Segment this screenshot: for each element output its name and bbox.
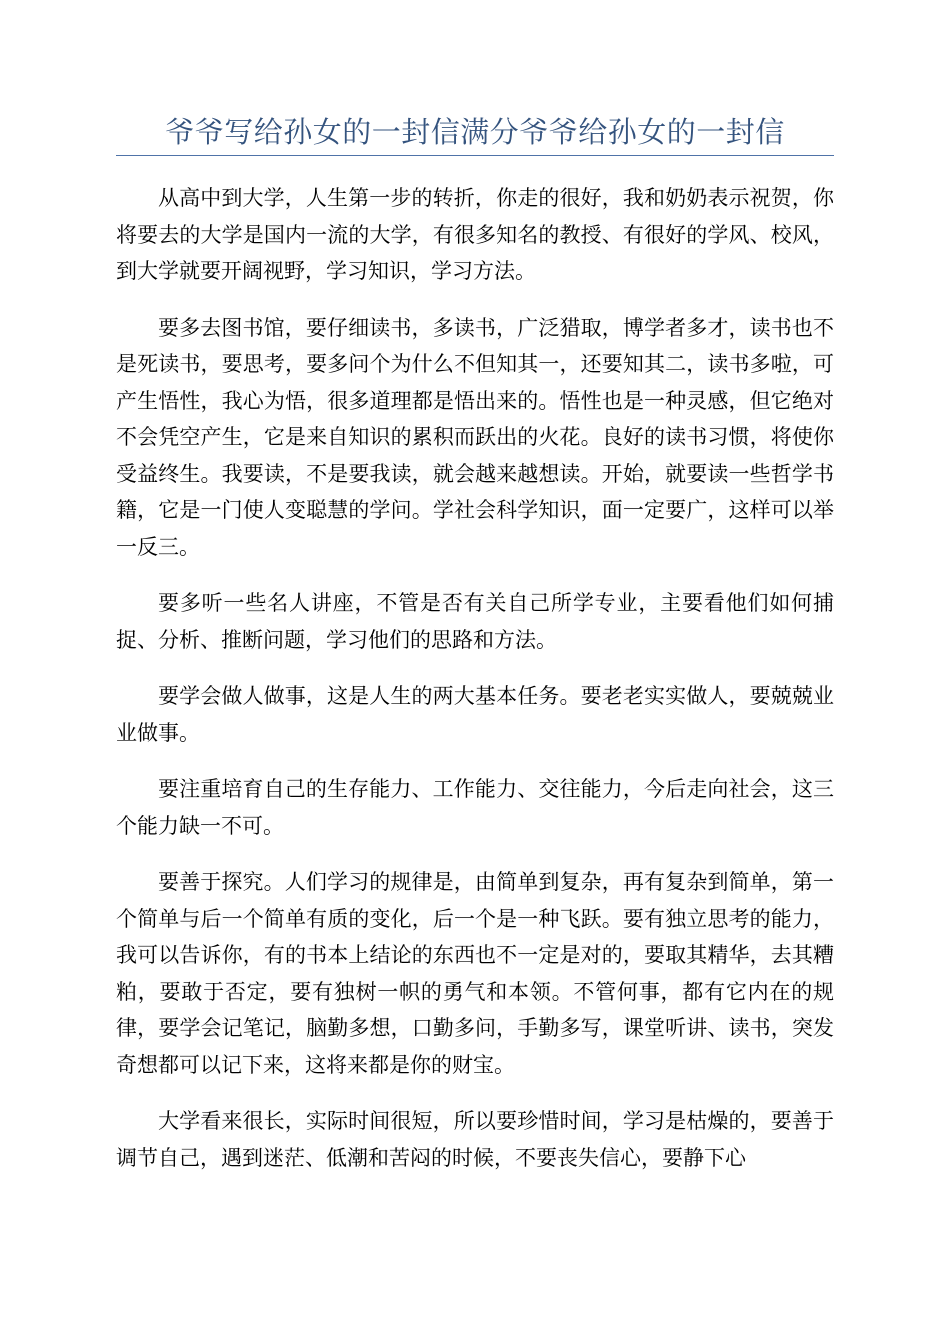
paragraph-3: 要多听一些名人讲座，不管是否有关自己所学专业，主要看他们如何捕捉、分析、推断问题，学习他们的思路和方法。: [116, 591, 834, 652]
title-underline: [116, 155, 834, 156]
paragraph-5: 要注重培育自己的生存能力、工作能力、交往能力，今后走向社会，这三个能力缺一不可。: [116, 777, 834, 838]
document-title: 爷爷写给孙女的一封信满分爷爷给孙女的一封信: [165, 115, 785, 149]
paragraph-2: 要多去图书馆，要仔细读书，多读书，广泛猎取，博学者多才，读书也不是死读书，要思考，要多问个为什么不但知其一，还要知其二，读书多啦，可产生悟性，我心为悟，很多道理都是悟出来的。悟性也是一种灵感，但它绝对不会凭空产生，它是来自知识的累积而跃出的火花。良好的读书习惯，将使你受益终生。我要读，不是要我读，就会越来越想读。开始，就要读一些哲学书籍，它是一门使人变聪慧的学问。学社会科学知识，面一定要广，这样可以举一反三。: [116, 315, 834, 559]
paragraph-7: 大学看来很长，实际时间很短，所以要珍惜时间，学习是枯燥的，要善于调节自己，遇到迷茫、低潮和苦闷的时候，不要丧失信心，要静下心: [116, 1109, 834, 1170]
paragraph-4: 要学会做人做事，这是人生的两大基本任务。要老老实实做人，要兢兢业业做事。: [116, 684, 834, 745]
paragraph-1: 从高中到大学，人生第一步的转折，你走的很好，我和奶奶表示祝贺，你将要去的大学是国内一流的大学，有很多知名的教授、有很好的学风、校风，到大学就要开阔视野，学习知识，学习方法。: [116, 186, 834, 283]
paragraph-6: 要善于探究。人们学习的规律是，由简单到复杂，再有复杂到简单，第一个简单与后一个简单有质的变化，后一个是一种飞跃。要有独立思考的能力，我可以告诉你，有的书本上结论的东西也不一定是对的，要取其精华，去其糟粕，要敢于否定，要有独树一帜的勇气和本领。不管何事，都有它内在的规律，要学会记笔记，脑勤多想，口勤多问，手勤多写，课堂听讲、读书，突发奇想都可以记下来，这将来都是你的财宝。: [116, 870, 834, 1077]
document-body: [116, 180, 834, 1196]
